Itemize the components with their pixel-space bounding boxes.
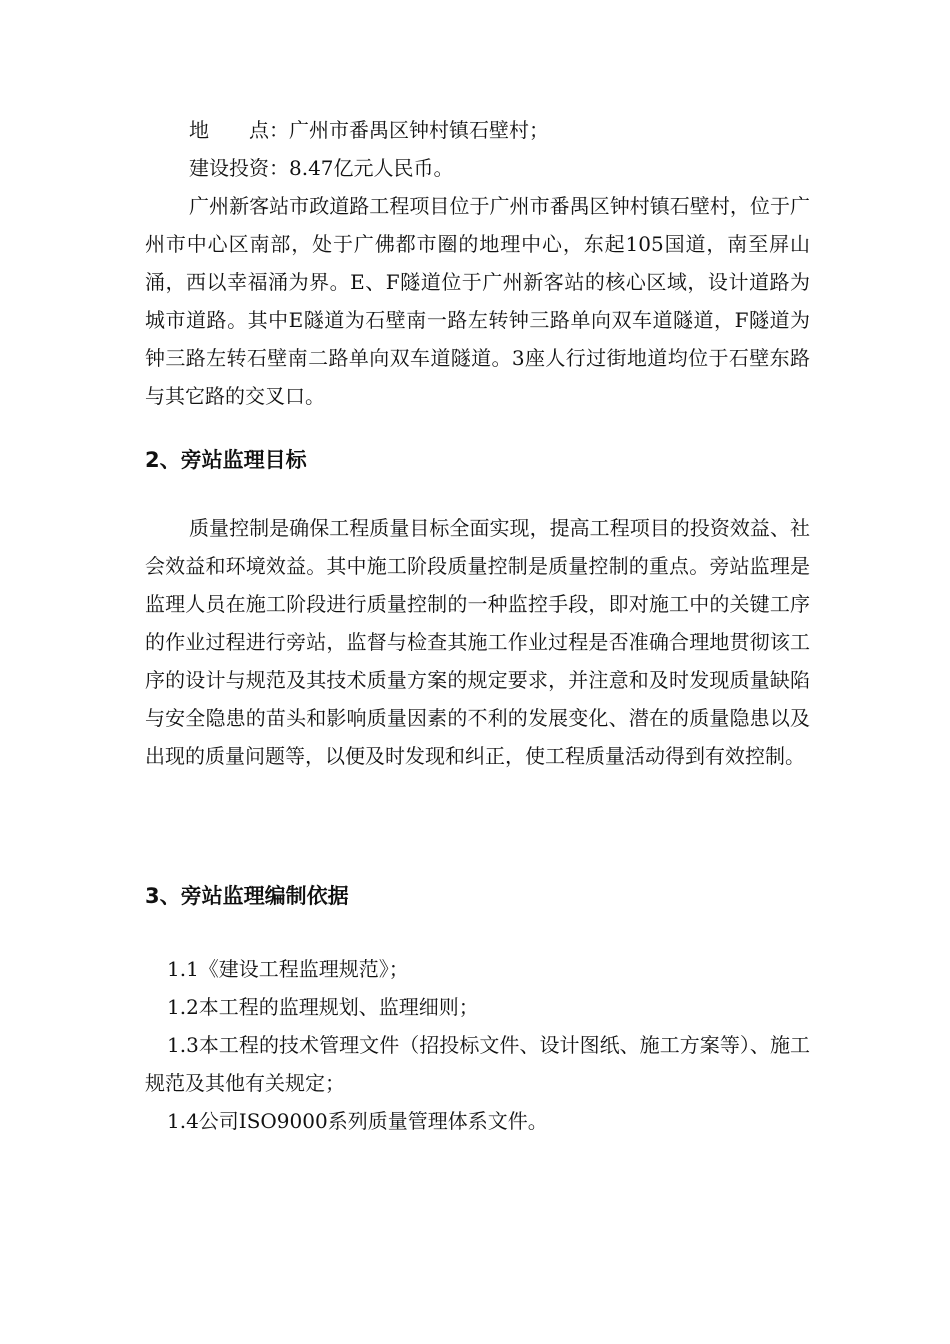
section-2-heading: 2、旁站监理目标 [145,448,307,472]
basis-item-1: 1.1《建设工程监理规范》； [167,957,409,981]
basis-item-2: 1.2本工程的监理规划、监理细则； [167,995,479,1019]
section-3-heading: 3、旁站监理编制依据 [145,884,349,908]
basis-item-3: 1.3本工程的技术管理文件（招投标文件、设计图纸、施工方案等）、施工规范及其他有关规定； [145,1033,810,1095]
investment-line: 建设投资：8.47亿元人民币。 [189,156,454,180]
basis-item-4: 1.4公司ISO9000系列质量管理体系文件。 [167,1109,548,1133]
project-description-paragraph: 广州新客站市政道路工程项目位于广州市番禺区钟村镇石壁村，位于广州市中心区南部，处于广佛都市圈的地理中心，东起105国道，南至屏山涌，西以幸福涌为界。E、F隧道位于广州新客站的核心区域，设计道路为城市道路。其中E隧道为石壁南一路左转钟三路单向双车道隧道，F隧道为钟三路左转石壁南二路单向双车道隧道。3座人行过街地道均位于石壁东路与其它路的交叉口。 [145,194,810,408]
location-line: 地 点：广州市番禺区钟村镇石壁村； [189,118,549,142]
section-2-body-paragraph: 质量控制是确保工程质量目标全面实现，提高工程项目的投资效益、社会效益和环境效益。其中施工阶段质量控制是质量控制的重点。旁站监理是监理人员在施工阶段进行质量控制的一种监控手段，即对施工中的关键工序的作业过程进行旁站，监督与检查其施工作业过程是否准确合理地贯彻该工序的设计与规范及其技术质量方案的规定要求，并注意和及时发现质量缺陷与安全隐患的苗头和影响质量因素的不利的发展变化、潜在的质量隐患以及出现的质量问题等，以便及时发现和纠正，使工程质量活动得到有效控制。 [145,516,810,768]
